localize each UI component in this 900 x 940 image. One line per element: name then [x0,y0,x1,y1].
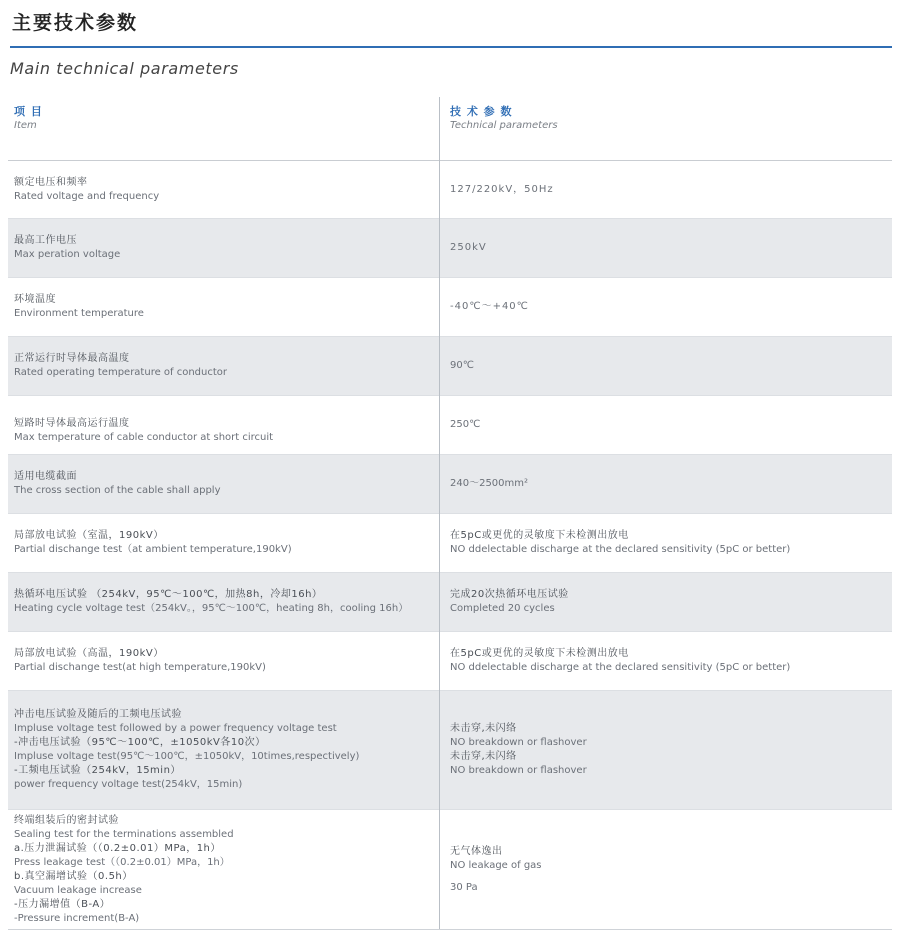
item-cn: 热循环电压试验 （254kV，95℃～100℃，加热8h，冷却16h） [14,589,323,600]
value-en: NO leakage of gas [450,859,542,871]
value-cell [450,573,888,631]
value-gap [450,873,888,881]
item-cell [14,632,434,690]
table-row [8,573,892,632]
value-en: 30 Pa [450,881,478,893]
table-row [8,514,892,573]
table-row [8,455,892,514]
item-en: Max temperature of cable conductor at short circuit [14,432,274,443]
item-en: Rated voltage and frequency [14,190,160,202]
item-en: Impluse voltage test(95℃～100℃，±1050kV，10times,respectively) [14,751,360,762]
item-en: Vacuum leakage increase [14,884,142,896]
item-cn: 局部放电试验（高温，190kV） [14,648,164,659]
item-en: Sealing test for the terminations assembled [14,828,234,840]
item-en: Max peration voltage [14,249,121,260]
header-param-cell [450,97,888,160]
table-bottom-rule [8,929,892,930]
item-en: Heating cycle voltage test（254kV。，95℃～100℃，heating 8h，cooling 16h） [14,603,409,614]
item-cn: 正常运行时导体最高温度 [14,353,130,364]
value-cn: 在5pC或更优的灵敏度下未检测出放电 [450,530,629,541]
column-divider [439,97,440,930]
value-text: 250kV [450,242,487,253]
item-cell [14,691,434,809]
item-cell [14,455,434,513]
item-cn: 冲击电压试验及随后的工频电压试验 [14,709,182,720]
item-cell [14,396,434,454]
item-cn: 终端组装后的密封试验 [14,814,119,826]
value-en: Completed 20 cycles [450,603,555,614]
value-cell [450,396,888,454]
value-cell [450,337,888,395]
header-item-en: Item [14,120,37,131]
value-text: 250℃ [450,419,481,430]
item-cn: 短路时导体最高运行温度 [14,418,130,429]
item-cell [14,514,434,572]
item-en: Press leakage test（（0.2±0.01）MPa，1h） [14,856,230,868]
value-cn: 在5pC或更优的灵敏度下未检测出放电 [450,648,629,659]
title-underline [10,46,892,48]
value-en: NO breakdown or flashover [450,737,587,748]
item-cell [14,278,434,336]
value-en: NO ddelectable discharge at the declared sensitivity (5pC or better) [450,544,791,555]
value-cn: 未击穿,未闪络 [450,723,517,734]
item-cn: -压力漏增值（B-A） [14,898,111,910]
value-cn: 未击穿,未闪络 [450,751,517,762]
item-cell [14,219,434,277]
value-cell [450,514,888,572]
table-row [8,337,892,396]
item-cell [14,573,434,631]
value-cell [450,632,888,690]
item-cell [14,337,434,395]
value-text: 240～2500mm² [450,478,529,489]
header-item-cell [14,97,434,160]
item-cn: -冲击电压试验（95℃～100℃，±1050kV各10次） [14,737,266,748]
item-en: Partial dischange test（at ambient temperature,190kV) [14,544,292,555]
page-title-cn: 主要技术参数 [12,12,139,34]
value-cell [450,278,888,336]
value-cell [450,691,888,809]
item-cn: b.真空漏增试验（0.5h） [14,870,133,882]
header-param-cn: 技 术 参 数 [450,105,513,118]
value-cell [450,161,888,218]
item-cn: 环境温度 [14,294,56,305]
table-row [8,810,892,929]
table-row [8,219,892,278]
item-cn: 局部放电试验（室温，190kV） [14,530,164,541]
item-en: Rated operating temperature of conductor [14,367,228,378]
value-text: 90℃ [450,360,474,371]
item-en: Partial dischange test(at high temperature,190kV) [14,662,266,673]
page-title-en: Main technical parameters [10,59,239,78]
item-cn: -工频电压试验（254kV，15min） [14,765,181,776]
value-text: -40℃～+40℃ [450,301,529,312]
item-en: -Pressure increment(B-A) [14,912,140,924]
item-cn: a.压力泄漏试验（（0.2±0.01）MPa，1h） [14,842,221,854]
value-cell [450,810,888,929]
value-cell [450,455,888,513]
header-param-en: Technical parameters [450,120,558,131]
header-item-cn: 项 目 [14,105,43,118]
item-en: power frequency voltage test(254kV，15min) [14,779,243,790]
item-cell [14,810,434,929]
value-en: NO breakdown or flashover [450,765,587,776]
item-cn: 最高工作电压 [14,235,77,246]
value-en: NO ddelectable discharge at the declared sensitivity (5pC or better) [450,662,791,673]
value-cn: 完成20次热循环电压试验 [450,589,569,600]
table-header-row [8,97,892,161]
table-row [8,278,892,337]
item-cn: 额定电压和频率 [14,176,88,188]
value-cn: 无气体逸出 [450,845,503,857]
table-row [8,632,892,691]
value-cell [450,219,888,277]
value-text: 127/220kV，50Hz [450,183,554,195]
item-en: Environment temperature [14,308,144,319]
item-en: The cross section of the cable shall apply [14,485,221,496]
item-cell [14,161,434,218]
item-cn: 适用电缆截面 [14,471,77,482]
table-row [8,161,892,219]
table-row [8,691,892,810]
item-en: Impluse voltage test followed by a power frequency voltage test [14,723,337,734]
table-row [8,396,892,455]
